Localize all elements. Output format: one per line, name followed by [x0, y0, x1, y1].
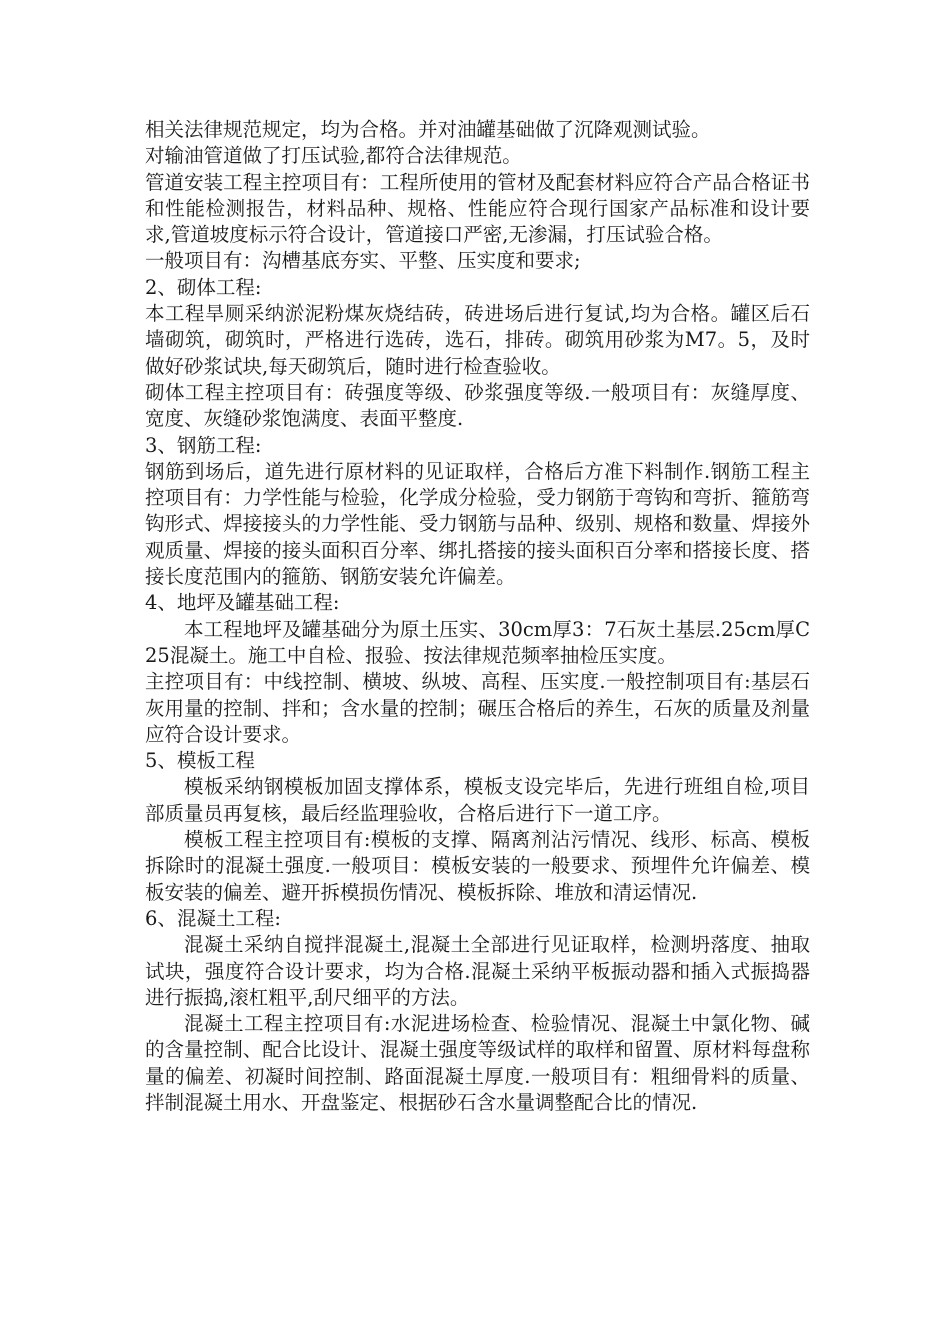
- paragraph: 模板采纳钢模板加固支撑体系，模板支设完毕后，先进行班组自检,项目部质量员再复核，最后经监理验收，合格后进行下一道工序。: [145, 775, 810, 825]
- section-heading: 4、地坪及罐基础工程:: [145, 591, 340, 615]
- paragraph: 主控项目有：中线控制、横坡、纵坡、高程、压实度.一般控制项目有:基层石灰用量的控制、拌和；含水量的控制；碾压合格后的养生，石灰的质量及剂量应符合设计要求。: [145, 670, 810, 746]
- paragraph: 本工程旱厕采纳淤泥粉煤灰烧结砖，砖进场后进行复试,均为合格。罐区后石墙砌筑，砌筑时，严格进行选砖，选石，排砖。砌筑用砂浆为M7。5，及时做好砂浆试块,每天砌筑后，随时进行检查验收。: [145, 302, 810, 378]
- paragraph: 管道安装工程主控项目有：工程所使用的管材及配套材料应符合产品合格证书和性能检测报告，材料品种、规格、性能应符合现行国家产品标准和设计要求,管道坡度标示符合设计，管道接口严密,无渗漏，打压试验合格。: [145, 170, 810, 247]
- paragraph: 混凝土采纳自搅拌混凝土,混凝土全部进行见证取样，检测坍落度、抽取试块，强度符合设计要求，均为合格.混凝土采纳平板振动器和插入式振捣器进行振捣,滚杠粗平,刮尺细平的方法。: [145, 933, 810, 1009]
- section-heading: 3、钢筋工程:: [145, 433, 262, 457]
- paragraph: 对输油管道做了打压试验,都符合法律规范。: [145, 144, 522, 168]
- paragraph: 本工程地坪及罐基础分为原土压实、30cm厚3：7石灰土基层.25cm厚C25混凝土。施工中自检、报验、按法律规范频率抽检压实度。: [145, 617, 810, 667]
- paragraph: 钢筋到场后，道先进行原材料的见证取样，合格后方准下料制作.钢筋工程主控项目有：力学性能与检验，化学成分检验，受力钢筋于弯钩和弯折、箍筋弯钩形式、焊接接头的力学性能、受力钢筋与品种、级别、规格和数量、焊接外观质量、焊接的接头面积百分率、绑扎搭接的接头面积百分率和搭接长度、搭接长度范围内的箍筋、钢筋安装允许偏差。: [145, 459, 810, 589]
- document-body: [145, 117, 810, 1116]
- paragraph: 模板工程主控项目有:模板的支撑、隔离剂沾污情况、线形、标高、模板拆除时的混凝土强度.一般项目：模板安装的一般要求、预埋件允许偏差、模板安装的偏差、避开拆模损伤情况、模板拆除、堆放和清运情况.: [145, 828, 810, 904]
- paragraph: 一般项目有：沟槽基底夯实、平整、压实度和要求;: [145, 249, 581, 273]
- paragraph: 相关法律规范规定，均为合格。并对油罐基础做了沉降观测试验。: [145, 118, 711, 141]
- section-heading: 6、混凝土工程:: [145, 906, 281, 930]
- paragraph: 混凝土工程主控项目有:水泥进场检查、检验情况、混凝土中氯化物、碱的含量控制、配合比设计、混凝土强度等级试样的取样和留置、原材料每盘称量的偏差、初凝时间控制、路面混凝土厚度.一般项目有：粗细骨料的质量、拌制混凝土用水、开盘鉴定、根据砂石含水量调整配合比的情况.: [145, 1012, 810, 1114]
- section-heading: 2、砌体工程:: [145, 275, 262, 299]
- section-heading: 5、模板工程: [145, 749, 255, 773]
- paragraph: 砌体工程主控项目有：砖强度等级、砂浆强度等级.一般项目有：灰缝厚度、宽度、灰缝砂浆饱满度、表面平整度.: [145, 380, 810, 431]
